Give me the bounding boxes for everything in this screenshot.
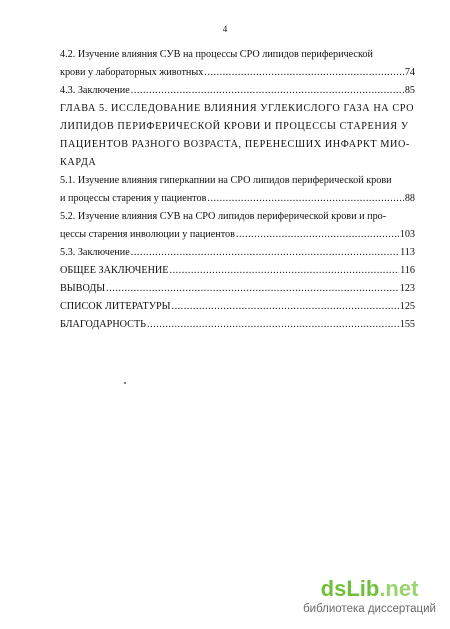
toc-entry-general-conclusion[interactable] — [60, 262, 415, 280]
toc-entry-title: СПИСОК ЛИТЕРАТУРЫ — [60, 301, 171, 312]
toc-page-number: 103 — [399, 229, 415, 240]
dslib-tagline: библиотека диссертаций — [303, 603, 436, 615]
toc-entry-conclusions[interactable] — [60, 280, 415, 298]
chapter-5-heading-line4: КАРДА — [60, 157, 97, 168]
toc-page-number: 88 — [404, 193, 415, 204]
chapter-5-heading-line1: ГЛАВА 5. ИССЛЕДОВАНИЕ ВЛИЯНИЯ УГЛЕКИСЛОГО ГАЗА НА СРО — [60, 103, 415, 114]
toc-entry-title: 5.3. Заключение — [60, 247, 130, 258]
toc-page-number: 125 — [399, 301, 415, 312]
toc-entry-title: ОБЩЕЕ ЗАКЛЮЧЕНИЕ — [60, 265, 169, 276]
dot-leader — [106, 280, 399, 298]
toc-page-number: 85 — [404, 85, 415, 96]
dot-leader — [172, 298, 399, 316]
dot-leader — [207, 190, 403, 208]
toc-entry-title: 4.3. Заключение — [60, 85, 130, 96]
dot-leader — [131, 82, 404, 100]
dslib-logo-suffix: .net — [379, 576, 419, 601]
toc-entry-title: ВЫВОДЫ — [60, 283, 106, 294]
page-number: 4 — [222, 24, 228, 34]
toc-page-number: 123 — [399, 283, 415, 294]
toc-entry-4-2-line1: 4.2. Изучение влияния СУВ на процессы СРО липидов периферической — [60, 49, 373, 60]
dot-leader — [204, 64, 404, 82]
chapter-5-heading-line2: ЛИПИДОВ ПЕРИФЕРИЧЕСКОЙ КРОВИ И ПРОЦЕССЫ СТАРЕНИЯ У — [60, 121, 409, 132]
dslib-logo-brand: dsLib — [320, 576, 380, 601]
toc-entry-5-1-line1: 5.1. Изучение влияния гиперкапнии на СРО липидов периферической крови — [60, 175, 392, 186]
dslib-watermark[interactable] — [303, 577, 436, 615]
dot-leader — [131, 244, 399, 262]
toc-entry-4-3[interactable] — [60, 82, 415, 100]
dot-leader — [236, 226, 399, 244]
toc-entry-5-1[interactable] — [60, 190, 415, 208]
table-of-contents — [60, 46, 415, 334]
toc-entry-title: крови у лабораторных животных — [60, 67, 204, 78]
toc-entry-title: и процессы старения у пациентов — [60, 193, 207, 204]
toc-entry-title: цессы старения инволюции у пациентов — [60, 229, 235, 240]
toc-page-number: 113 — [400, 247, 415, 258]
toc-entry-5-2-line1: 5.2. Изучение влияния СУВ на СРО липидов периферической крови и про- — [60, 211, 387, 222]
toc-entry-references[interactable] — [60, 298, 415, 316]
toc-page-number: 116 — [400, 265, 415, 276]
toc-page-number: 155 — [399, 319, 415, 330]
toc-entry-acknowledgements[interactable] — [60, 316, 415, 334]
toc-entry-title: БЛАГОДАРНОСТЬ — [60, 319, 147, 330]
toc-entry-4-2[interactable] — [60, 64, 415, 82]
toc-page-number: 74 — [404, 67, 415, 78]
dslib-logo — [303, 577, 436, 601]
chapter-5-heading-line3: ПАЦИЕНТОВ РАЗНОГО ВОЗРАСТА, ПЕРЕНЕСШИХ ИНФАРКТ МИО- — [60, 139, 410, 150]
toc-entry-5-3[interactable] — [60, 244, 415, 262]
toc-entry-5-2[interactable] — [60, 226, 415, 244]
dot-leader — [170, 262, 400, 280]
dot-leader — [147, 316, 399, 334]
scan-speck — [124, 382, 126, 384]
